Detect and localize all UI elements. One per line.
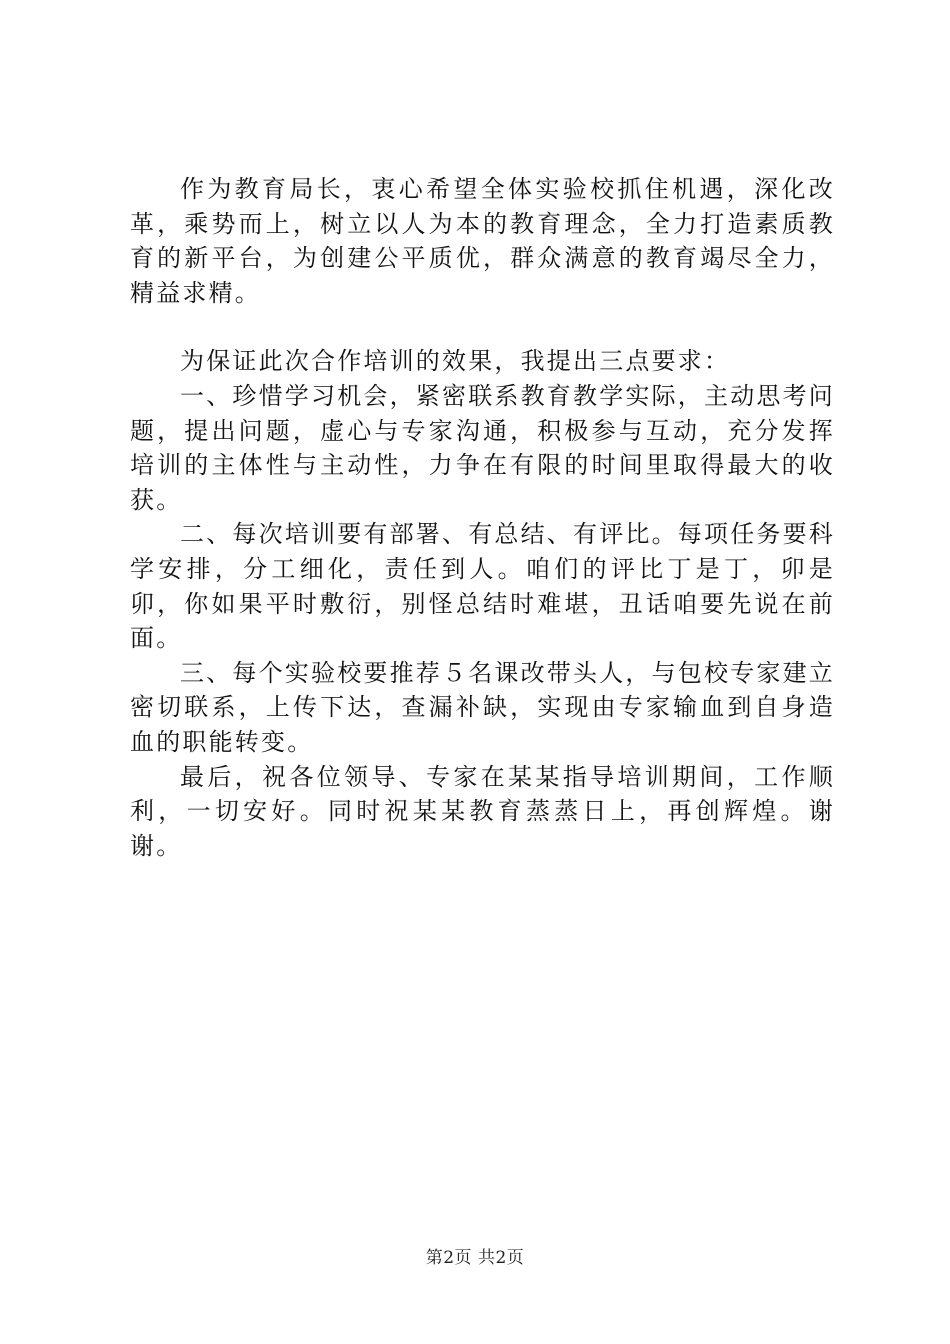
paragraph-closing-wishes: 作为教育局长，衷心希望全体实验校抓住机遇，深化改革，乘势而上，树立以人为本的教育理念，全力打造素质教育的新平台，为创建公平质优，群众满意的教育竭尽全力，精益求精。	[130, 175, 835, 307]
page-number-footer: 第2页 共2页	[425, 1248, 525, 1268]
paragraph-requirement-3: 三、每个实验校要推荐５名课改带头人，与包校专家建立密切联系，上传下达，查漏补缺，实现由专家输血到自身造血的职能转变。	[130, 658, 835, 756]
paragraph-requirement-2: 二、每次培训要有部署、有总结、有评比。每项任务要科学安排，分工细化，责任到人。咱们的评比丁是丁，卯是卯，你如果平时敷衍，别怪总结时难堪，丑话咱要先说在前面。	[130, 520, 835, 653]
paragraph-requirement-1: 一、珍惜学习机会，紧密联系教育教学实际，主动思考问题，提出问题，虚心与专家沟通，积极参与互动，充分发挥培训的主体性与主动性，力争在有限的时间里取得最大的收获。	[130, 381, 835, 514]
document-body	[130, 172, 835, 863]
paragraph-requirements-intro: 为保证此次合作培训的效果，我提出三点要求：	[180, 347, 731, 376]
paragraph-final-thanks: 最后，祝各位领导、专家在某某指导培训期间，工作顺利，一切安好。同时祝某某教育蒸蒸日上，再创辉煌。谢谢。	[130, 762, 835, 860]
